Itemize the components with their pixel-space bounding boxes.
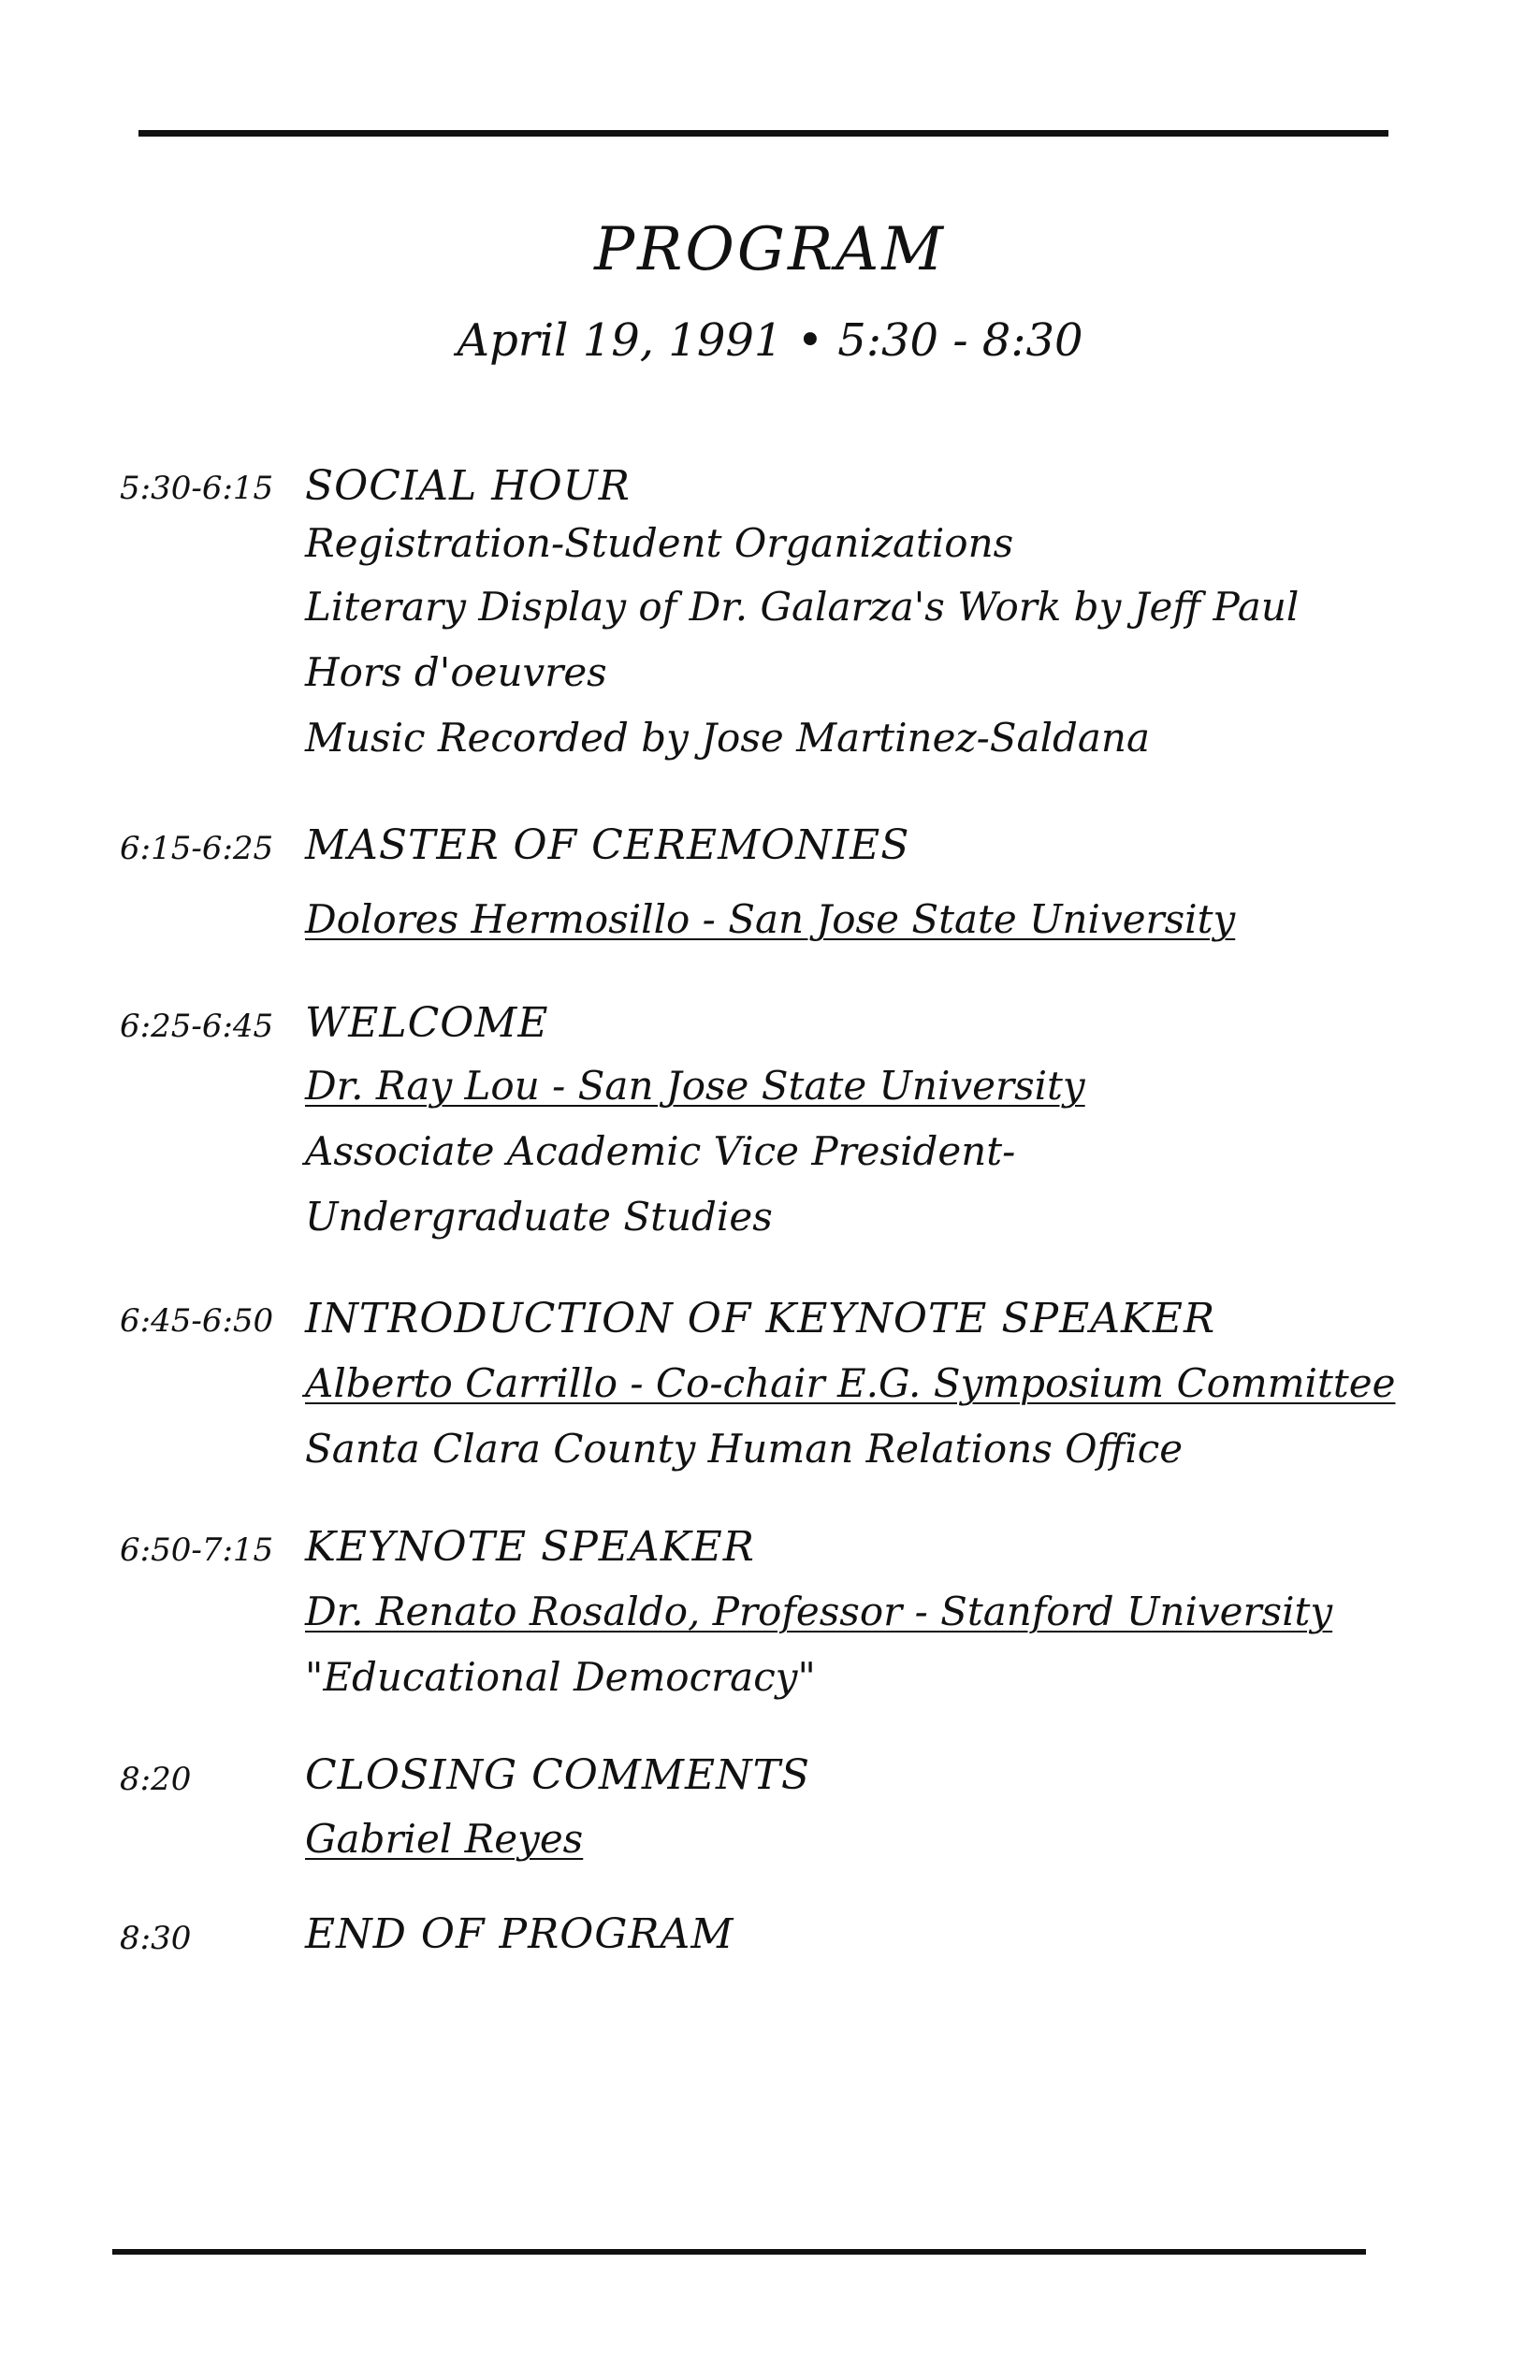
schedule-line: Music Recorded by Jose Martinez-Saldana xyxy=(305,715,1151,761)
schedule-heading: MASTER OF CEREMONIES xyxy=(305,821,910,869)
schedule-time: 6:15-6:25 xyxy=(120,830,274,867)
program-title: PROGRAM xyxy=(594,215,946,284)
schedule-line: Registration-Student Organizations xyxy=(305,520,1014,566)
schedule-heading: INTRODUCTION OF KEYNOTE SPEAKER xyxy=(305,1295,1216,1342)
schedule-line: "Educational Democracy" xyxy=(305,1654,816,1700)
schedule-line: Associate Academic Vice President- xyxy=(305,1128,1016,1174)
schedule-line: Dolores Hermosillo - San Jose State University xyxy=(305,896,1236,942)
bottom-rule xyxy=(112,2249,1366,2255)
schedule-heading: END OF PROGRAM xyxy=(305,1910,734,1958)
schedule-heading: SOCIAL HOUR xyxy=(305,462,631,510)
schedule-time: 6:25-6:45 xyxy=(120,1008,274,1045)
schedule-time: 8:30 xyxy=(120,1920,192,1957)
schedule-line: Gabriel Reyes xyxy=(305,1816,584,1862)
schedule-line: Dr. Ray Lou - San Jose State University xyxy=(305,1063,1085,1109)
schedule-heading: WELCOME xyxy=(305,999,549,1047)
schedule-time: 5:30-6:15 xyxy=(120,470,274,507)
program-date-time: April 19, 1991 • 5:30 - 8:30 xyxy=(457,314,1083,367)
schedule-time: 6:45-6:50 xyxy=(120,1302,274,1340)
schedule-heading: KEYNOTE SPEAKER xyxy=(305,1523,755,1571)
schedule-line: Literary Display of Dr. Galarza's Work by Jeff Paul xyxy=(305,584,1300,630)
schedule-line: Undergraduate Studies xyxy=(305,1194,773,1240)
schedule-line: Alberto Carrillo - Co-chair E.G. Symposium Committee xyxy=(305,1360,1396,1406)
schedule-time: 6:50-7:15 xyxy=(120,1531,274,1569)
schedule-time: 8:20 xyxy=(120,1761,192,1798)
schedule-heading: CLOSING COMMENTS xyxy=(305,1751,811,1799)
schedule-line: Dr. Renato Rosaldo, Professor - Stanford University xyxy=(305,1589,1333,1634)
schedule-line: Santa Clara County Human Relations Office xyxy=(305,1426,1184,1472)
schedule-line: Hors d'oeuvres xyxy=(305,649,607,695)
